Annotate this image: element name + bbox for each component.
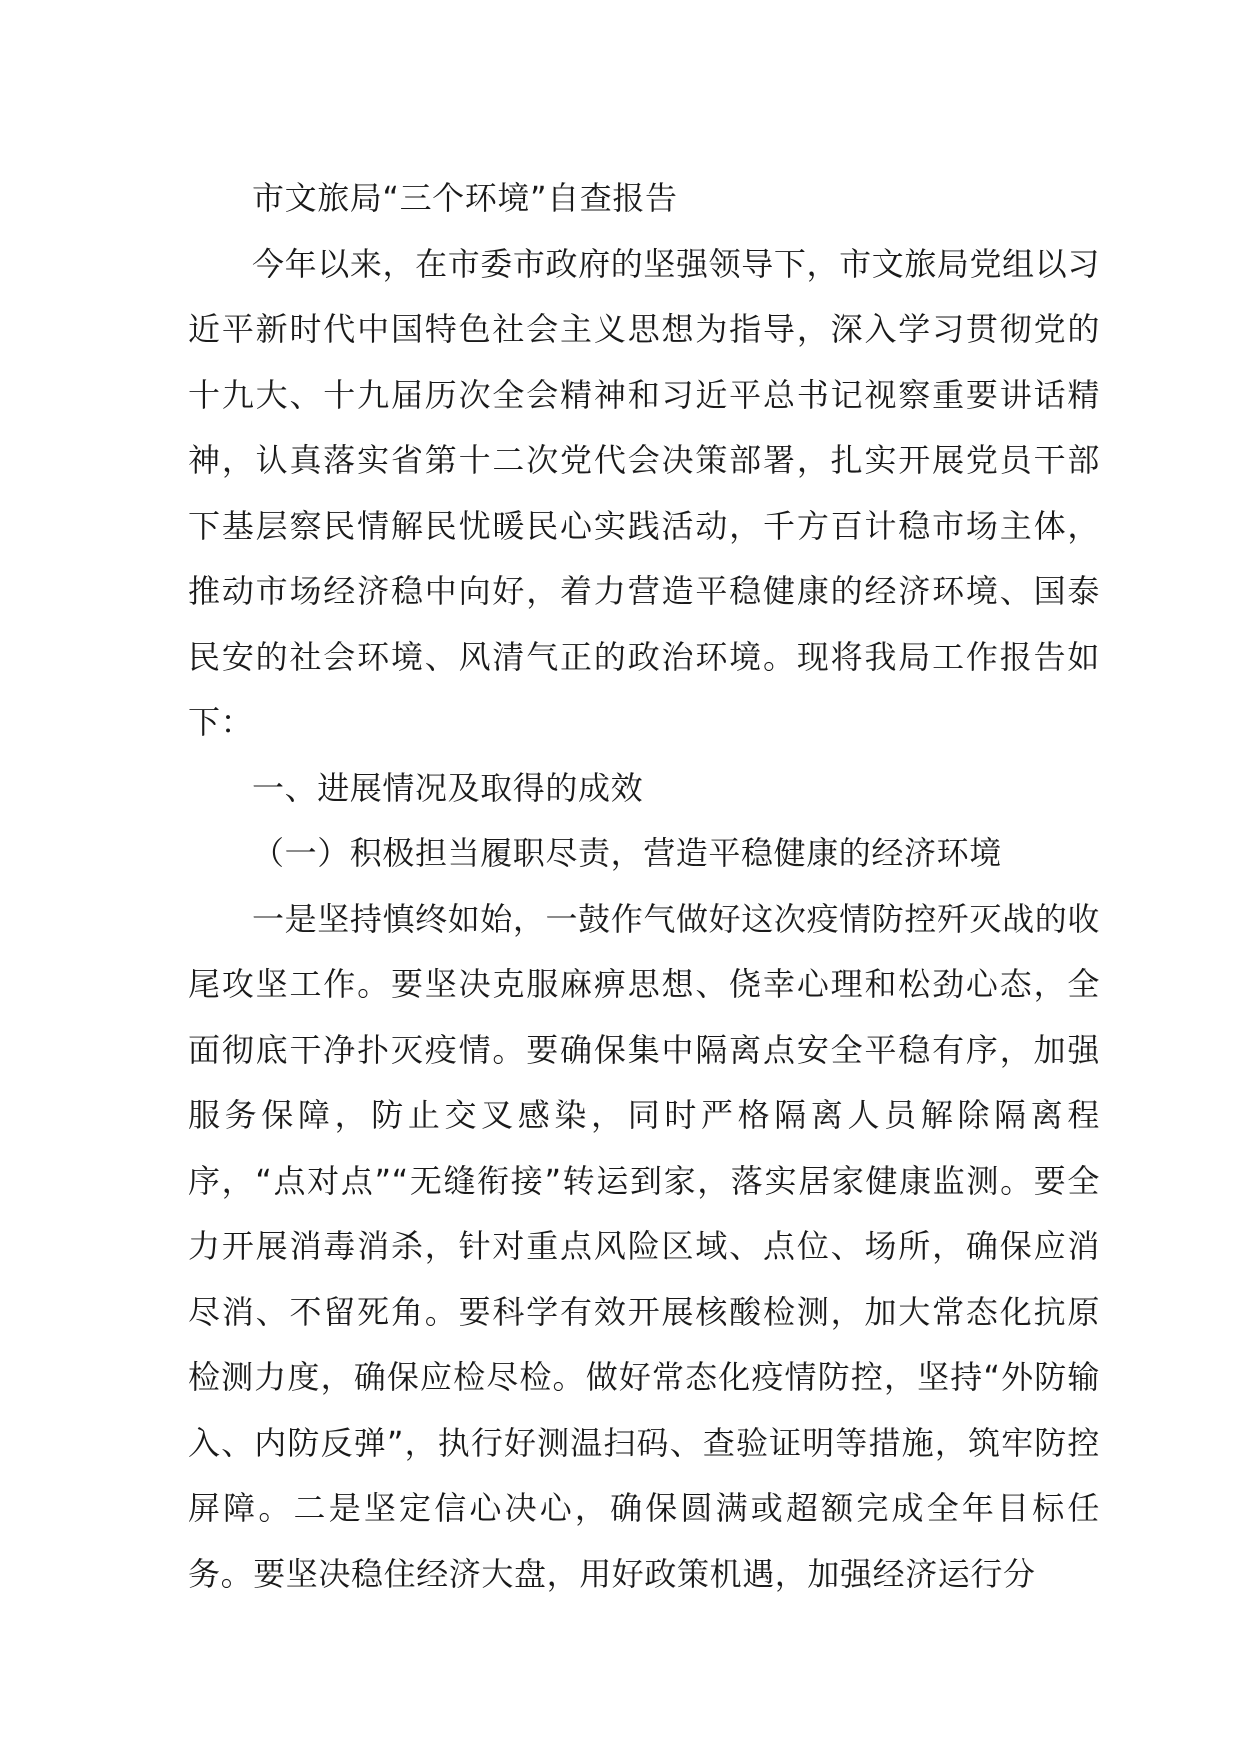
subsection-heading: （一）积极担当履职尽责，营造平稳健康的经济环境	[252, 834, 1002, 872]
document-body	[188, 166, 1100, 1607]
paragraph-intro: 今年以来，在市委市政府的坚强领导下，市文旅局党组以习近平新时代中国特色社会主义思想为指导，深入学习贯彻党的十九大、十九届历次全会精神和习近平总书记视察重要讲话精神，认真落实省第十二次党代会决策部署，扎实开展党员干部下基层察民情解民忧暖民心实践活动，千方百计稳市场主体，推动市场经济稳中向好，着力营造平稳健康的经济环境、国泰民安的社会环境、风清气正的政治环境。现将我局工作报告如下：	[188, 244, 1100, 741]
document-title: 市文旅局“三个环境”自查报告	[252, 179, 678, 217]
paragraph-body: 一是坚持慎终如始，一鼓作气做好这次疫情防控歼灭战的收尾攻坚工作。要坚决克服麻痹思想、侥幸心理和松劲心态，全面彻底干净扑灭疫情。要确保集中隔离点安全平稳有序，加强服务保障，防止交叉感染，同时严格隔离人员解除隔离程序，“点对点”“无缝衔接”转运到家，落实居家健康监测。要全力开展消毒消杀，针对重点风险区域、点位、场所，确保应消尽消、不留死角。要科学有效开展核酸检测，加大常态化抗原检测力度，确保应检尽检。做好常态化疫情防控，坚持“外防输入、内防反弹”，执行好测温扫码、查验证明等措施，筑牢防控屏障。二是坚定信心决心，确保圆满或超额完成全年目标任务。要坚决稳住经济大盘，用好政策机遇，加强经济运行分	[188, 899, 1100, 1593]
section-heading: 一、进展情况及取得的成效	[252, 768, 644, 807]
